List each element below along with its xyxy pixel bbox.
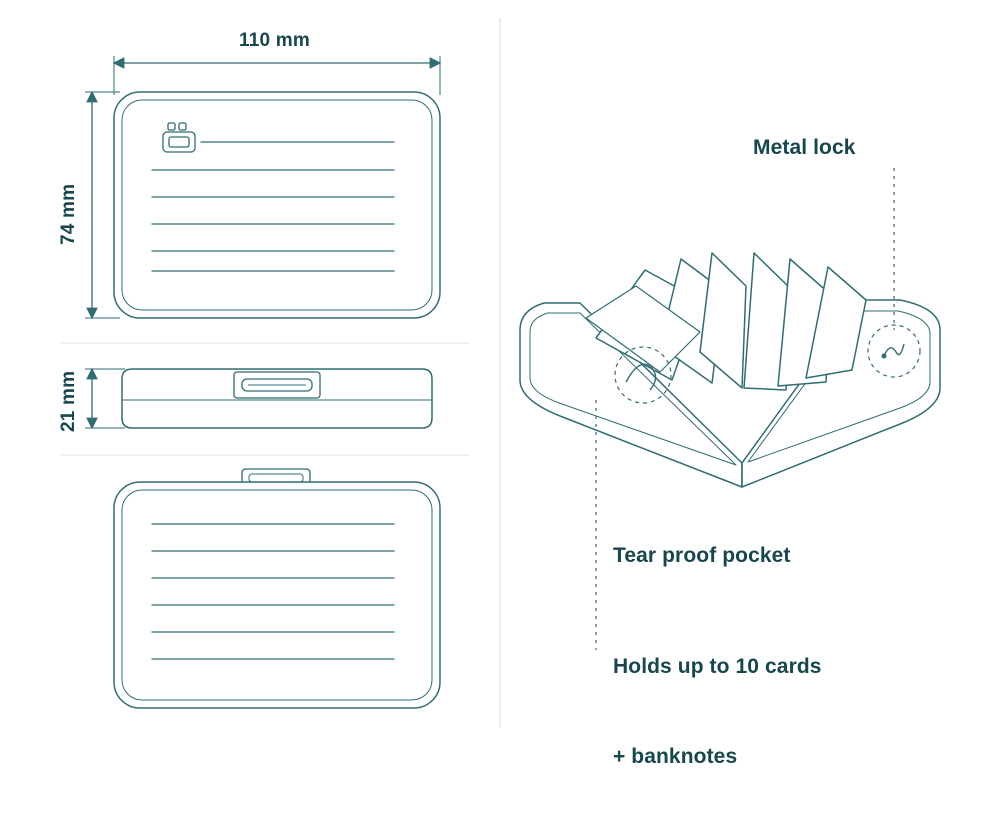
holds-cards-line-1: Holds up to 10 cards: [613, 655, 822, 678]
back-view: [114, 469, 440, 708]
open-perspective-view: [520, 253, 940, 487]
dimension-width: [114, 56, 440, 95]
side-view: [122, 369, 432, 428]
dimension-depth-label: 21 mm: [58, 370, 79, 432]
back-hinge-tab: [242, 469, 310, 482]
metal-lock-side: [234, 372, 320, 398]
back-ribs: [152, 524, 394, 659]
dimension-depth: [85, 369, 125, 428]
front-ribs: [152, 142, 394, 271]
holds-cards-line-2: + banknotes: [613, 745, 738, 768]
metal-lock-front: [163, 123, 195, 152]
metal-lock-label: Metal lock: [753, 136, 856, 159]
holds-cards-label: [613, 592, 822, 832]
dimension-height-label: 74 mm: [58, 183, 79, 245]
tear-proof-pocket-label: Tear proof pocket: [613, 544, 791, 567]
dimension-width-label: 110 mm: [239, 30, 310, 51]
front-view: [114, 92, 440, 318]
